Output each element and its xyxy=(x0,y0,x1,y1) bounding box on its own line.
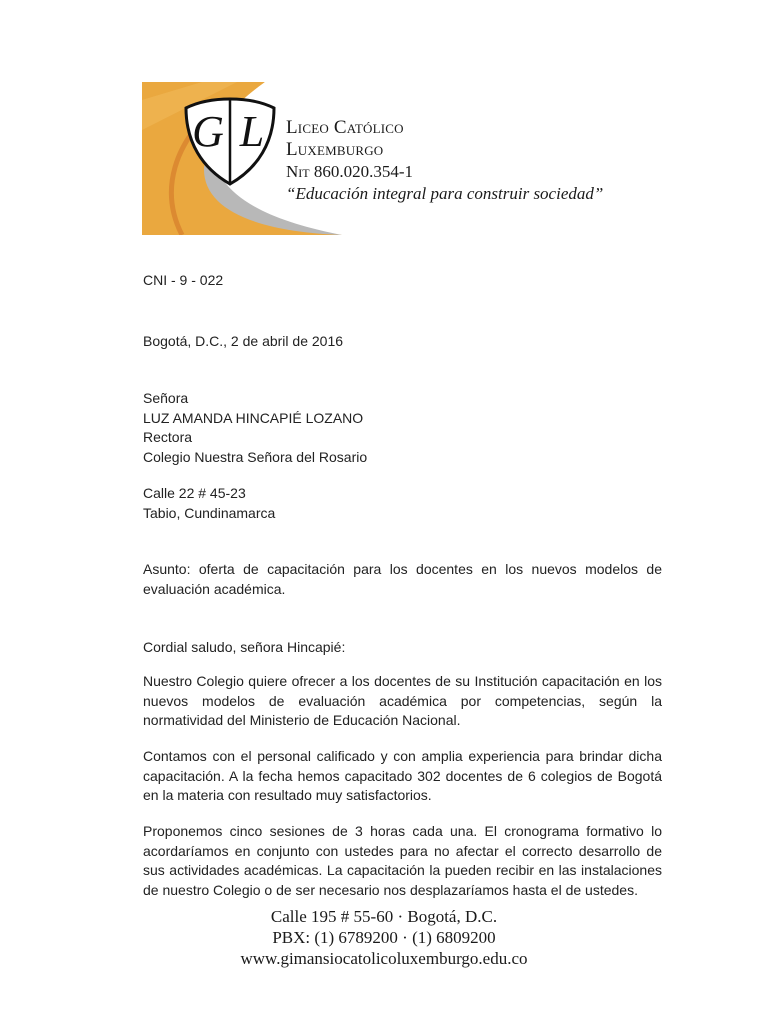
logo-letter-g: G xyxy=(192,107,224,156)
recipient-city: Tabio, Cundinamarca xyxy=(143,504,276,521)
footer-website[interactable]: www.gimansiocatolicoluxemburgo.edu.co xyxy=(240,949,528,968)
date-text: Bogotá, D.C., 2 de abril de 2016 xyxy=(143,333,344,349)
org-motto: “Educación integral para construir sociedad” xyxy=(286,184,604,203)
recipient-address-block xyxy=(143,484,662,523)
greeting-text: Cordial saludo, señora Hincapié: xyxy=(143,639,346,655)
paragraph-3: Proponemos cinco sesiones de 3 horas cada una. El cronograma formativo lo acordaríamos en conjunto con ustedes para no afectar el correcto desarrollo de sus actividades académicas. La capacitación la pueden recibir en las instalaciones de nuestro Colegio o de ser necesario nos desplazaríamos hasta el de ustedes. xyxy=(143,823,662,898)
footer-address: Calle 195 # 55-60 · Bogotá, D.C. xyxy=(270,907,498,926)
footer-phone: PBX: (1) 6789200 · (1) 6809200 xyxy=(272,928,496,947)
paragraph-1: Nuestro Colegio quiere ofrecer a los docentes de su Institución capacitación en los nuevos modelos de evaluación académica por competencias, según la normatividad del Ministerio de Educación Nacional. xyxy=(143,673,662,728)
school-shield-logo xyxy=(180,94,280,186)
organization-info xyxy=(286,117,603,205)
subject-line: Asunto: oferta de capacitación para los docentes en los nuevos modelos de evaluación académica. xyxy=(143,561,662,597)
recipient-title: Señora xyxy=(143,390,189,406)
footer-contact xyxy=(0,906,768,969)
letterhead xyxy=(142,82,622,235)
recipient-institution: Colegio Nuestra Señora del Rosario xyxy=(143,448,368,465)
paragraph-2: Contamos con el personal calificado y con amplia experiencia para brindar dicha capacitación. A la fecha hemos capacitado 302 docentes de 6 colegios de Bogotá en la materia con resultado muy satisfactorios. xyxy=(143,748,662,803)
greeting xyxy=(143,638,662,658)
reference-code xyxy=(143,271,662,291)
reference-text: CNI - 9 - 022 xyxy=(143,272,224,288)
recipient-position: Rectora xyxy=(143,429,193,445)
date-line xyxy=(143,332,662,352)
org-name-line2: Luxemburgo xyxy=(286,139,384,160)
recipient-block xyxy=(143,389,662,467)
org-nit: Nit 860.020.354-1 xyxy=(286,162,414,181)
logo-letter-l: L xyxy=(239,107,265,156)
recipient-name: LUZ AMANDA HINCAPIÉ LOZANO xyxy=(143,409,364,426)
org-name-line1: Liceo Católico xyxy=(286,117,404,138)
recipient-address: Calle 22 # 45-23 xyxy=(143,485,246,501)
